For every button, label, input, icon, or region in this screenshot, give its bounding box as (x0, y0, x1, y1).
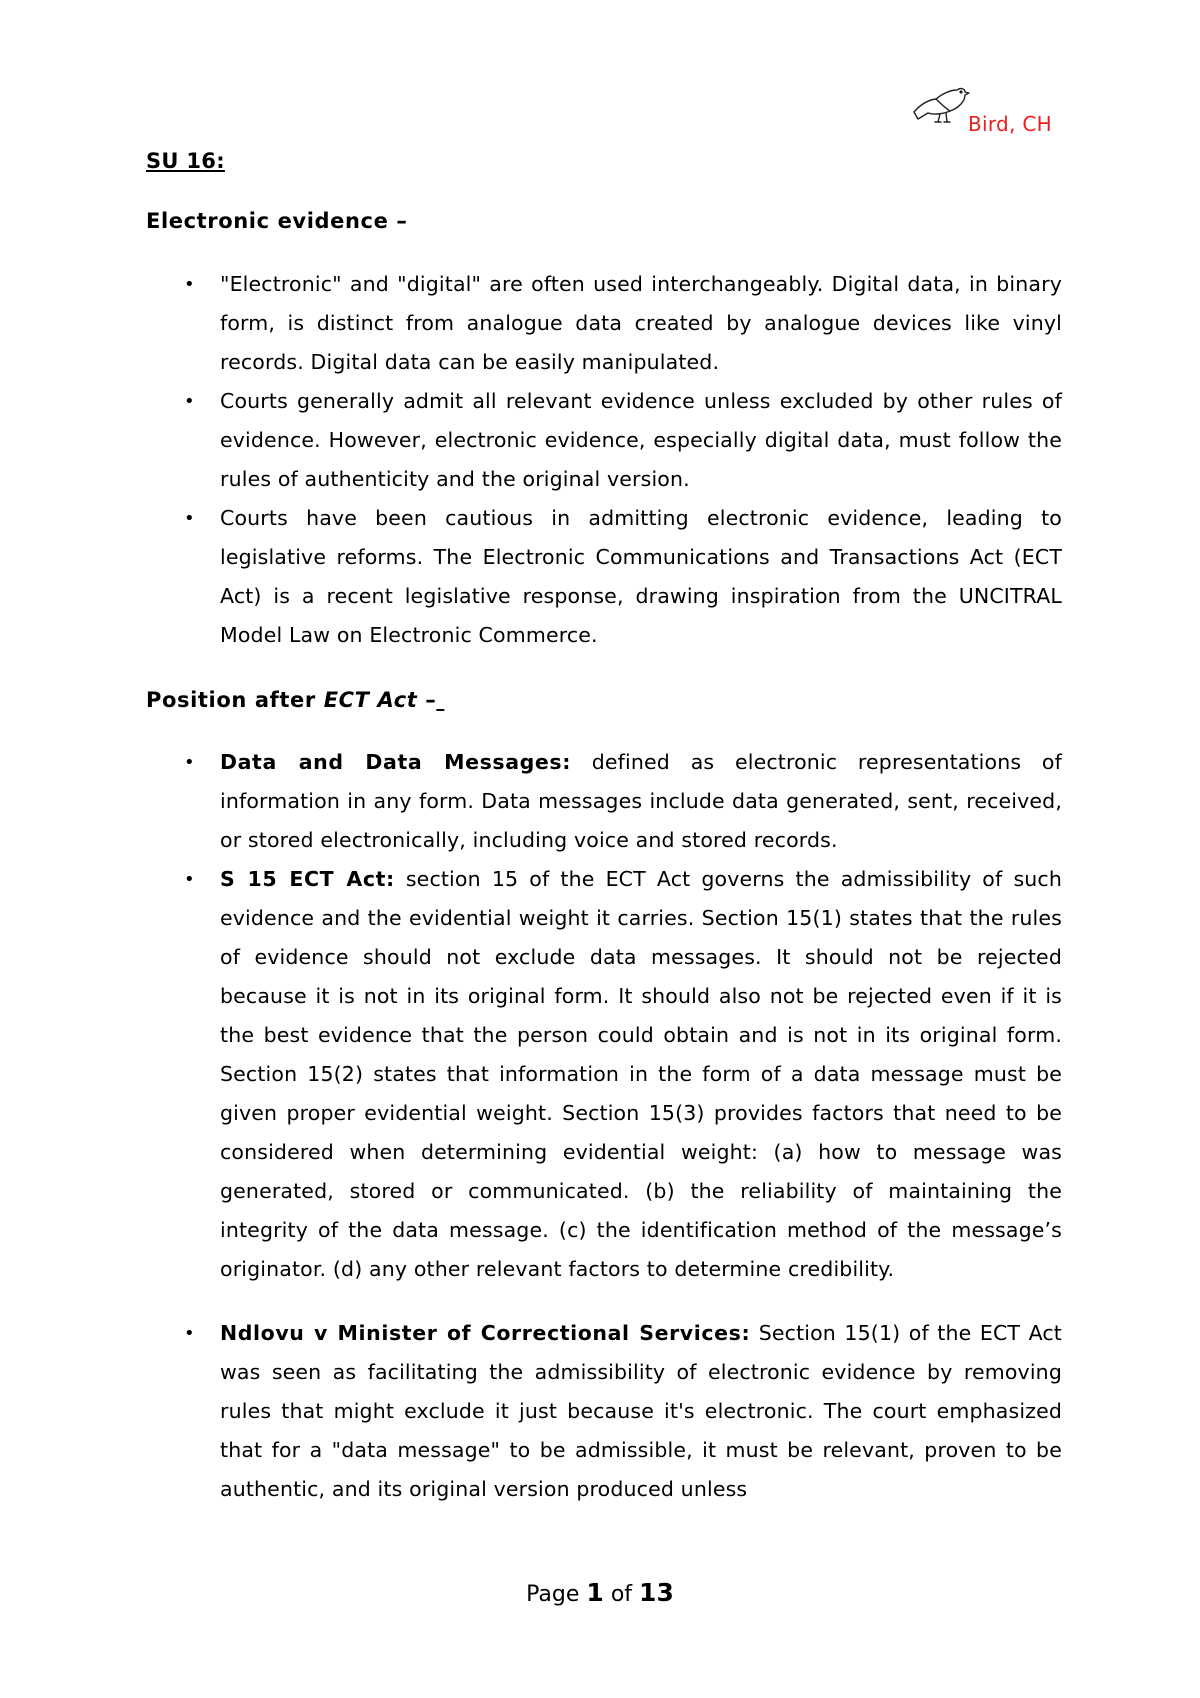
bullet-icon: • (184, 391, 195, 412)
heading-suffix: – (417, 688, 437, 712)
author-name: Bird, CH (968, 112, 1052, 136)
footer-separator: of (610, 1582, 633, 1607)
footer-page-label: Page (526, 1582, 580, 1607)
list-item-term: Ndlovu v Minister of Correctional Services: (220, 1321, 751, 1345)
list-item-term: Data and Data Messages: (220, 750, 572, 774)
heading-underline-space (436, 688, 444, 712)
document-body (146, 146, 1062, 1509)
list-item-text: defined as electronic representations of information in any form. Data messages include data generated, sent, received, or stored electronically, including voice and stored records. (220, 750, 1062, 852)
bullet-list-ect-act (146, 743, 1062, 1509)
heading-prefix: Position after (146, 688, 324, 712)
list-item-text: "Electronic" and "digital" are often used interchangeably. Digital data, in binary form, is distinct from analogue data created by analogue devices like vinyl records. Digital data can be easily manipulated. (220, 272, 1062, 374)
bird-icon (910, 78, 970, 128)
list-item (146, 1314, 1062, 1509)
bullet-icon: • (184, 869, 195, 890)
bullet-icon: • (184, 508, 195, 529)
heading-italic: ECT Act (323, 688, 418, 712)
footer-current-page: 1 (586, 1578, 604, 1607)
bullet-icon: • (184, 274, 195, 295)
list-item (146, 265, 1062, 382)
list-item-text: Courts have been cautious in admitting electronic evidence, leading to legislative reforms. The Electronic Communications and Transactions Act (ECT Act) is a recent legislative response, drawing inspiration from the UNCITRAL Model Law on Electronic Commerce. (220, 506, 1062, 647)
list-item (146, 743, 1062, 860)
list-item (146, 382, 1062, 499)
list-item-text: section 15 of the ECT Act governs the admissibility of such evidence and the evidential weight it carries. Section 15(1) states that the rules of evidence should not exclude data messages. It should not be rejected because it is not in its original form. It should also not be rejected even if it is the best evidence that the person could obtain and is not in its original form. Section 15(2) states that information in the form of a data message must be given proper evidential weight. Section 15(3) provides factors that need to be considered when determining evidential weight: (a) how to message was generated, stored or communicated. (b) the reliability of maintaining the integrity of the data message. (c) the identification method of the message’s originator. (d) any other relevant factors to determine credibility. (220, 867, 1062, 1281)
list-item-text: Courts generally admit all relevant evidence unless excluded by other rules of evidence. However, electronic evidence, especially digital data, must follow the rules of authenticity and the original version. (220, 389, 1062, 491)
list-item-text: Section 15(1) of the ECT Act was seen as facilitating the admissibility of electronic evidence by removing rules that might exclude it just because it's electronic. The court emphasized that for a "data message" to be admissible, it must be relevant, proven to be authentic, and its original version produced unless (220, 1321, 1062, 1501)
list-item (146, 499, 1062, 655)
section-heading-electronic-evidence: Electronic evidence – (146, 209, 408, 233)
list-item-term: S 15 ECT Act: (220, 867, 395, 891)
list-item (146, 860, 1062, 1289)
page-footer (0, 1578, 1200, 1607)
bullet-icon: • (184, 752, 195, 773)
footer-total-pages: 13 (639, 1578, 674, 1607)
bullet-icon: • (184, 1323, 195, 1344)
page-title: SU 16: (146, 149, 225, 173)
bullet-list-electronic-evidence (146, 265, 1062, 655)
section-heading-position-after-ect (146, 685, 1062, 715)
